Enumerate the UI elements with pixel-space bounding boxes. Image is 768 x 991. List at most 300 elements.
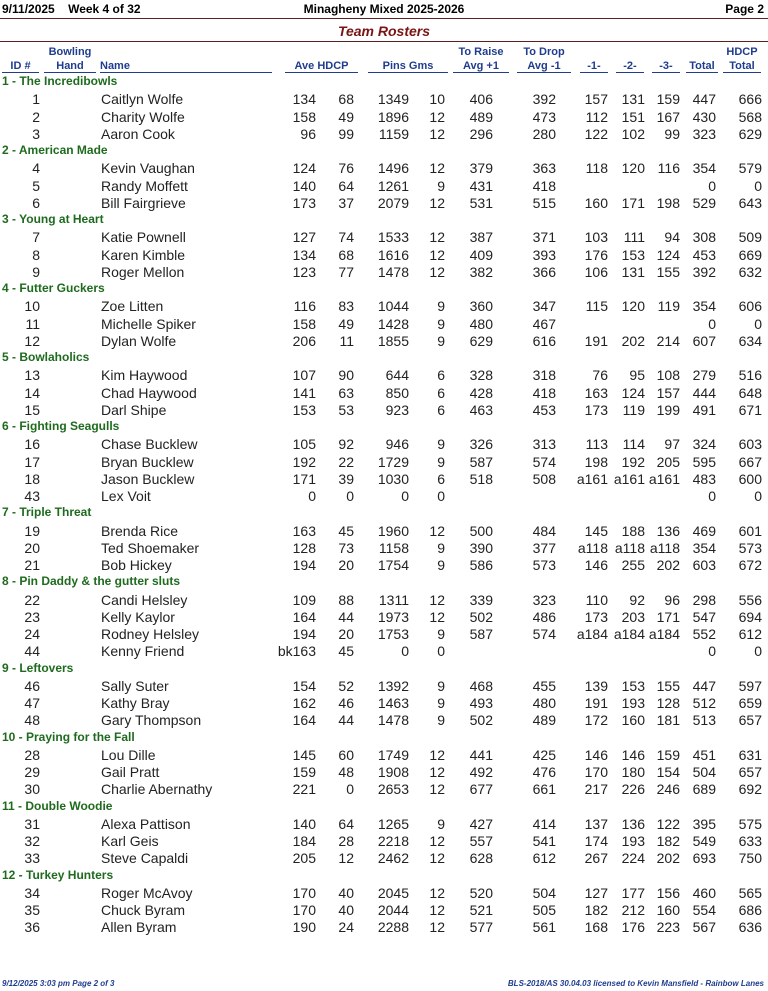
col-hdcp-total: Total — [723, 60, 761, 73]
to-drop-value: 318 — [532, 367, 556, 384]
handicap-total: 666 — [738, 91, 762, 108]
game2-score: 180 — [621, 764, 645, 780]
game1-score: 182 — [584, 902, 608, 918]
player-id: 2 — [32, 108, 40, 125]
player-handicap: 88 — [338, 591, 354, 608]
player-handicap: 20 — [338, 626, 354, 642]
player-id: 34 — [24, 884, 40, 901]
to-raise-value: 379 — [469, 160, 493, 177]
player-id: 1 — [32, 91, 40, 108]
player-average: 109 — [292, 591, 316, 608]
game2-score: 153 — [621, 677, 645, 694]
game1-score: a161 — [576, 470, 608, 487]
page-label: Page 2 — [725, 2, 764, 16]
player-id: 32 — [24, 833, 40, 849]
player-id: 5 — [32, 177, 40, 194]
col-game3: -3- — [652, 60, 680, 73]
player-name: Kevin Vaughan — [101, 160, 195, 177]
player-handicap: 11 — [339, 332, 354, 349]
player-games: 12 — [429, 746, 445, 763]
player-handicap: 64 — [338, 177, 354, 194]
player-games: 12 — [429, 919, 445, 936]
player-name: Jason Bucklew — [101, 470, 195, 487]
player-name: Lou Dille — [101, 746, 156, 763]
player-handicap: 20 — [338, 557, 354, 573]
player-games: 9 — [437, 626, 445, 642]
team-header: 12 - Turkey Hunters — [2, 867, 114, 882]
handicap-total: 575 — [738, 815, 762, 832]
game2-score: 120 — [621, 160, 645, 177]
to-drop-value: 612 — [532, 850, 556, 867]
game1-score: 106 — [584, 263, 608, 280]
player-name: Bryan Bucklew — [101, 453, 194, 470]
player-id: 14 — [24, 384, 40, 401]
player-id: 18 — [24, 470, 40, 487]
handicap-total: 606 — [738, 298, 762, 315]
game3-score: 181 — [656, 712, 680, 729]
player-average: 164 — [292, 608, 316, 625]
game3-score: 202 — [656, 557, 680, 573]
series-total: 460 — [692, 884, 716, 901]
to-drop-value: 392 — [532, 91, 556, 108]
game2-score: 202 — [621, 332, 645, 349]
handicap-total: 573 — [738, 539, 762, 556]
player-handicap: 99 — [338, 125, 354, 142]
player-pins: 1265 — [377, 815, 409, 832]
player-average: 173 — [292, 194, 316, 211]
handicap-total: 667 — [738, 453, 762, 470]
table-row — [0, 487, 768, 504]
player-games: 9 — [437, 557, 445, 573]
series-total: 504 — [692, 764, 716, 780]
game3-score: 136 — [656, 522, 680, 539]
to-raise-value: 502 — [469, 608, 493, 625]
game3-score: 198 — [656, 194, 680, 211]
to-drop-value: 541 — [532, 833, 556, 849]
to-drop-value: 371 — [532, 229, 556, 246]
player-average: 184 — [292, 833, 316, 849]
to-raise-value: 360 — [469, 298, 493, 315]
to-drop-value: 616 — [532, 332, 556, 349]
team-header: 9 - Leftovers — [2, 660, 74, 675]
top-bar — [0, 0, 768, 18]
player-name: Candi Helsley — [101, 591, 188, 608]
table-row — [0, 539, 768, 556]
player-games: 12 — [429, 764, 445, 780]
to-raise-value: 587 — [469, 453, 493, 470]
player-average: 171 — [292, 470, 316, 487]
player-id: 13 — [24, 367, 40, 384]
series-total: 547 — [692, 608, 716, 625]
player-average: 190 — [292, 919, 316, 936]
player-pins: 1349 — [377, 91, 409, 108]
team-header: 8 - Pin Daddy & the gutter sluts — [2, 574, 181, 589]
game2-score: 193 — [621, 833, 645, 849]
player-name: Karl Geis — [101, 833, 159, 849]
to-drop-value: 467 — [532, 315, 556, 332]
handicap-total: 636 — [738, 919, 762, 936]
player-handicap: 44 — [338, 608, 354, 625]
footer-timestamp: 9/12/2025 3:03 pm Page 2 of 3 — [2, 979, 115, 988]
player-games: 12 — [429, 160, 445, 177]
game2-score: 171 — [621, 194, 645, 211]
page-title: Team Rosters — [337, 23, 431, 39]
player-id: 28 — [24, 746, 40, 763]
player-name: Charity Wolfe — [101, 108, 185, 125]
handicap-total: 601 — [738, 522, 762, 539]
team-header: 11 - Double Woodie — [2, 798, 113, 813]
series-total: 392 — [692, 263, 716, 280]
to-drop-value: 393 — [532, 246, 556, 263]
player-id: 9 — [32, 263, 40, 280]
table-row — [0, 694, 768, 711]
player-games: 12 — [429, 850, 445, 867]
handicap-total: 643 — [738, 194, 762, 211]
game2-score: 92 — [629, 591, 645, 608]
to-drop-value: 505 — [532, 902, 556, 918]
col-game1: -1- — [580, 60, 608, 73]
col-pins-gms: Pins Gms — [368, 60, 448, 73]
table-row — [0, 194, 768, 211]
handicap-total: 633 — [738, 833, 762, 849]
handicap-total: 672 — [738, 557, 762, 573]
player-pins: 644 — [385, 367, 409, 384]
player-average: 221 — [292, 781, 316, 798]
series-total: 513 — [692, 712, 716, 729]
game1-score: 170 — [584, 764, 608, 780]
game2-score: 114 — [622, 436, 645, 453]
player-name: Ted Shoemaker — [101, 539, 200, 556]
top-rule — [0, 18, 768, 19]
col-hdcp: HDCP — [726, 46, 758, 58]
game3-score: 205 — [656, 453, 680, 470]
game3-score: 160 — [656, 902, 680, 918]
player-average: 96 — [300, 125, 316, 142]
handicap-total: 671 — [738, 401, 762, 418]
player-name: Caitlyn Wolfe — [101, 91, 184, 108]
player-handicap: 40 — [338, 884, 354, 901]
series-total: 0 — [708, 643, 716, 660]
table-row — [0, 159, 768, 176]
player-games: 12 — [429, 125, 445, 142]
player-games: 12 — [429, 833, 445, 849]
game3-score: a161 — [648, 470, 680, 487]
player-average: 192 — [292, 453, 316, 470]
game1-score: 139 — [584, 677, 608, 694]
player-pins: 850 — [385, 384, 409, 401]
player-name: Rodney Helsley — [101, 626, 200, 642]
to-raise-value: 326 — [469, 436, 493, 453]
series-total: 469 — [692, 522, 716, 539]
to-raise-value: 628 — [469, 850, 493, 867]
series-total: 0 — [708, 488, 716, 504]
game2-score: 177 — [621, 884, 645, 901]
to-drop-value: 573 — [532, 557, 556, 573]
player-id: 43 — [24, 488, 40, 504]
game2-score: 111 — [623, 229, 645, 246]
player-name: Chuck Byram — [101, 902, 186, 918]
to-raise-value: 427 — [469, 815, 493, 832]
table-row — [0, 108, 768, 125]
player-name: Allen Byram — [101, 919, 177, 936]
player-pins: 1908 — [377, 764, 409, 780]
player-pins: 1753 — [377, 626, 409, 642]
to-drop-value: 574 — [532, 453, 556, 470]
to-raise-value: 390 — [469, 539, 493, 556]
game2-score: 146 — [621, 746, 645, 763]
table-row — [0, 263, 768, 280]
player-id: 36 — [24, 919, 40, 936]
player-name: Aaron Cook — [101, 125, 175, 142]
to-raise-value: 500 — [469, 522, 493, 539]
player-name: Chase Bucklew — [101, 436, 198, 453]
game1-score: 118 — [585, 160, 608, 177]
player-name: Roger Mellon — [101, 263, 185, 280]
game1-score: 176 — [584, 246, 608, 263]
table-row — [0, 625, 768, 642]
player-id: 17 — [24, 453, 40, 470]
player-games: 12 — [429, 884, 445, 901]
player-average: 163 — [292, 522, 316, 539]
game3-score: 155 — [656, 677, 680, 694]
game2-score: 193 — [621, 695, 645, 711]
table-row — [0, 884, 768, 901]
player-games: 0 — [437, 488, 445, 504]
player-pins: 1749 — [377, 746, 409, 763]
player-name: Gail Pratt — [101, 764, 160, 780]
player-handicap: 64 — [338, 815, 354, 832]
team-header: 1 - The Incredibowls — [2, 74, 118, 88]
to-drop-value: 504 — [532, 884, 556, 901]
handicap-total: 634 — [738, 332, 762, 349]
player-handicap: 76 — [338, 160, 354, 177]
game1-score: a118 — [577, 539, 608, 556]
player-id: 24 — [24, 626, 40, 642]
to-drop-value: 508 — [532, 470, 556, 487]
player-pins: 1496 — [377, 160, 409, 177]
player-name: Brenda Rice — [101, 522, 179, 539]
player-name: Kim Haywood — [101, 367, 188, 384]
player-average: 134 — [292, 91, 316, 108]
player-id: 12 — [24, 332, 40, 349]
table-row — [0, 815, 768, 832]
to-raise-value: 328 — [469, 367, 493, 384]
handicap-total: 597 — [738, 677, 762, 694]
table-row — [0, 246, 768, 263]
game1-score: 110 — [585, 591, 608, 608]
team-header: 3 - Young at Heart — [2, 212, 104, 226]
table-row — [0, 297, 768, 314]
handicap-total: 692 — [738, 781, 762, 798]
game2-score: 151 — [621, 108, 645, 125]
game1-score: 145 — [584, 522, 608, 539]
series-total: 0 — [708, 177, 716, 194]
player-games: 9 — [437, 315, 445, 332]
player-id: 21 — [24, 557, 40, 573]
player-games: 10 — [429, 91, 445, 108]
handicap-total: 0 — [754, 488, 762, 504]
game1-score: 267 — [584, 850, 608, 867]
player-handicap: 45 — [338, 643, 354, 660]
game1-score: 163 — [584, 384, 608, 401]
series-total: 354 — [692, 160, 716, 177]
to-drop-value: 473 — [532, 108, 556, 125]
handicap-total: 694 — [738, 608, 762, 625]
to-drop-value: 489 — [532, 712, 556, 729]
player-games: 9 — [437, 539, 445, 556]
game1-score: 160 — [584, 194, 608, 211]
player-id: 29 — [24, 764, 40, 780]
player-pins: 1428 — [377, 315, 409, 332]
player-average: 107 — [292, 367, 316, 384]
to-raise-value: 480 — [469, 315, 493, 332]
game1-score: 122 — [584, 125, 608, 142]
col-game2: -2- — [616, 60, 644, 73]
player-pins: 1533 — [377, 229, 409, 246]
player-average: 141 — [292, 384, 316, 401]
game2-score: 255 — [621, 557, 645, 573]
table-row — [0, 90, 768, 107]
player-id: 44 — [24, 643, 40, 660]
to-drop-value: 363 — [532, 160, 556, 177]
player-id: 11 — [25, 315, 40, 332]
table-row — [0, 780, 768, 797]
table-row — [0, 366, 768, 383]
player-average: 0 — [308, 488, 316, 504]
handicap-total: 600 — [738, 470, 762, 487]
series-total: 554 — [692, 902, 716, 918]
player-id: 46 — [24, 677, 40, 694]
player-average: 154 — [292, 677, 316, 694]
player-id: 6 — [32, 194, 40, 211]
player-handicap: 0 — [346, 488, 354, 504]
game1-score: 137 — [584, 815, 608, 832]
player-name: Kelly Kaylor — [101, 608, 175, 625]
player-pins: 1616 — [377, 246, 409, 263]
player-pins: 1960 — [377, 522, 409, 539]
table-row — [0, 608, 768, 625]
to-raise-value: 557 — [469, 833, 493, 849]
player-id: 3 — [32, 125, 40, 142]
player-id: 47 — [24, 695, 40, 711]
player-pins: 1463 — [377, 695, 409, 711]
series-total: 447 — [692, 91, 716, 108]
to-drop-value: 414 — [532, 815, 556, 832]
game2-score: 119 — [622, 401, 645, 418]
to-drop-value: 418 — [532, 177, 556, 194]
footer-license: BLS-2018/AS 30.04.03 licensed to Kevin Mansfield - Rainbow Lanes — [507, 979, 764, 988]
player-games: 12 — [429, 522, 445, 539]
player-handicap: 53 — [338, 401, 354, 418]
league-name: Minagheny Mixed 2025-2026 — [303, 2, 465, 16]
game2-score: 192 — [621, 453, 645, 470]
player-average: 158 — [292, 108, 316, 125]
to-drop-value: 347 — [532, 298, 556, 315]
to-drop-value: 561 — [532, 919, 556, 936]
to-raise-value: 431 — [469, 177, 493, 194]
player-id: 7 — [32, 229, 40, 246]
game3-score: 202 — [656, 850, 680, 867]
series-total: 279 — [692, 367, 716, 384]
to-drop-value: 377 — [532, 539, 556, 556]
player-name: Chad Haywood — [101, 384, 197, 401]
table-row — [0, 332, 768, 349]
table-row — [0, 763, 768, 780]
game3-score: 199 — [656, 401, 680, 418]
handicap-total: 0 — [754, 177, 762, 194]
game3-score: 159 — [656, 746, 680, 763]
series-total: 603 — [692, 557, 716, 573]
to-raise-value: 296 — [469, 125, 493, 142]
player-games: 6 — [437, 470, 445, 487]
game3-score: 214 — [656, 332, 680, 349]
table-row — [0, 711, 768, 728]
player-name: Darl Shipe — [101, 401, 167, 418]
player-name: Gary Thompson — [101, 712, 202, 729]
series-total: 451 — [692, 746, 716, 763]
player-games: 9 — [437, 298, 445, 315]
series-total: 354 — [692, 539, 716, 556]
game1-score: 168 — [584, 919, 608, 936]
table-row — [0, 746, 768, 763]
series-total: 491 — [692, 401, 716, 418]
player-handicap: 44 — [338, 712, 354, 729]
player-handicap: 46 — [338, 695, 354, 711]
game1-score: 146 — [584, 557, 608, 573]
player-pins: 1158 — [378, 539, 409, 556]
player-average: 164 — [292, 712, 316, 729]
to-raise-value: 409 — [469, 246, 493, 263]
player-name: Bill Fairgrieve — [101, 194, 186, 211]
table-row — [0, 849, 768, 866]
player-handicap: 0 — [346, 781, 354, 798]
player-average: 140 — [292, 815, 316, 832]
to-raise-value: 492 — [469, 764, 493, 780]
player-handicap: 60 — [338, 746, 354, 763]
player-average: 170 — [292, 902, 316, 918]
player-average: 194 — [292, 626, 316, 642]
player-id: 33 — [24, 850, 40, 867]
player-pins: 2045 — [377, 884, 409, 901]
game1-score: 198 — [584, 453, 608, 470]
player-average: 170 — [292, 884, 316, 901]
player-pins: 2462 — [377, 850, 409, 867]
player-name: Dylan Wolfe — [101, 332, 177, 349]
col-avg-minus: Avg -1 — [517, 60, 571, 73]
player-handicap: 77 — [338, 263, 354, 280]
game3-score: 154 — [656, 764, 680, 780]
player-pins: 923 — [385, 401, 409, 418]
game3-score: 167 — [656, 108, 680, 125]
game2-score: a118 — [614, 539, 645, 556]
player-name: Lex Voit — [101, 488, 151, 504]
player-id: 10 — [24, 298, 40, 315]
col-total: Total — [686, 60, 718, 73]
player-pins: 1973 — [377, 608, 409, 625]
player-handicap: 40 — [338, 902, 354, 918]
player-handicap: 63 — [338, 384, 354, 401]
game2-score: a184 — [613, 626, 645, 642]
series-total: 595 — [692, 453, 716, 470]
series-total: 354 — [692, 298, 716, 315]
game1-score: 112 — [585, 108, 608, 125]
handicap-total: 669 — [738, 246, 762, 263]
player-games: 9 — [437, 453, 445, 470]
player-name: Kathy Bray — [101, 695, 170, 711]
player-name: Karen Kimble — [101, 246, 186, 263]
col-ave-hdcp: Ave HDCP — [285, 60, 358, 73]
to-drop-value: 484 — [532, 522, 556, 539]
